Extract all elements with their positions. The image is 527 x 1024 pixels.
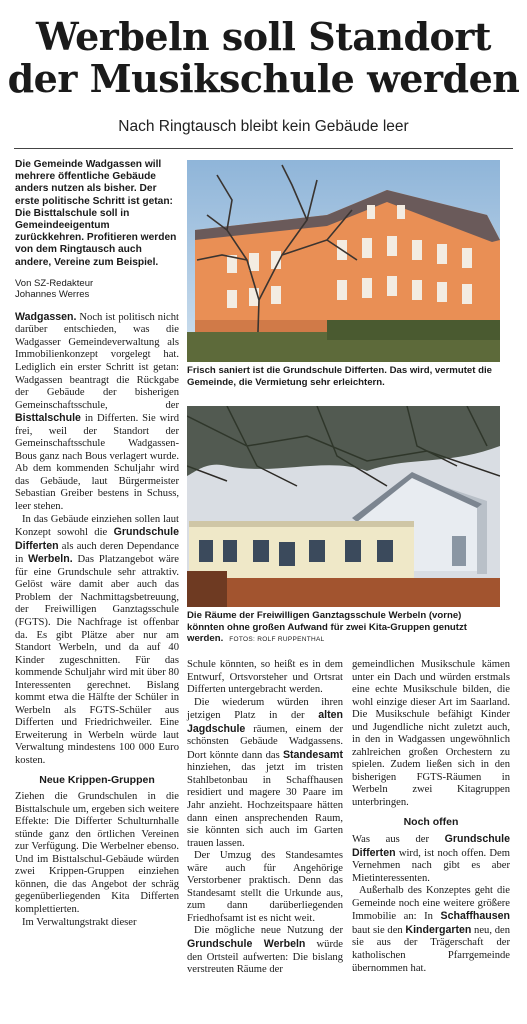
text-run: neu, den sie aus der Trägerschaft der katholischen Pfarrgemeinde übernommen hat.: [352, 924, 511, 974]
section-subhead: Neue Krippen-Gruppen: [39, 773, 155, 786]
paragraph: Schule könnten, so heißt es in dem Entwurf, Ortsvorsteher und Ortsrat Differten untergebracht werden.: [187, 659, 343, 696]
text-run: wird, ist noch offen. Dem Vernehmen nach gibt es aber Mietinteressenten.: [352, 847, 510, 884]
photo-1-caption: Frisch saniert ist die Grundschule Differten. Das wird, vermutet die Gemeinde, die Vermietung sehr erleichtern.: [187, 365, 492, 388]
photo-ganztagsschule-werbeln: [187, 406, 500, 607]
text-run-bold: Bisttalschule: [15, 412, 81, 425]
text-run: räumen, einem der schönsten Gebäude Wadgassens. Dort könnte dann das: [187, 723, 343, 761]
text-run: baut sie den: [352, 924, 406, 936]
photo-credit: FOTOS: ROLF RUPPENTHAL: [229, 636, 325, 644]
text-run: würde den Ortsteil aufwerten: Die bislang verstreuten Räume der: [187, 939, 343, 976]
text-run: In das Gebäude einziehen sollen laut Konzept sowohl die: [15, 513, 179, 539]
text-run-bold: Schaffhausen: [440, 910, 510, 923]
byline-line-1: Von SZ-Redakteur: [15, 277, 94, 289]
text-run-bold: Grundschule Werbeln: [187, 938, 306, 951]
text-run: in Differten. Sie wird frei, weil der Standort der Gemeinschaftsschule Wadgassen-Bous ganz nach Bous verlagert wurde. Ab dem kommenden Schuljahr wird das Gebäude, laut Bürgermeister Sebastian Greiber bestens in Schuss, leer stehen.: [15, 413, 179, 513]
text-run-bold: Grundschule Differten: [15, 526, 179, 552]
text-run: als auch deren Dependance in: [15, 540, 179, 566]
byline: [15, 278, 179, 301]
school-pavilion-illustration: [187, 406, 500, 607]
text-run: Die wiederum würden ihren jetzigen Platz in der: [187, 696, 343, 722]
paragraph: gemeindlichen Musikschule kämen unter ein Dach und würden erstmals eine echte Musikschule bilden, die wohl einzige dieser Art im Saarland. Die Musikschule befähigt Kinder und Jugendliche nicht zuletzt auch, in den in Wadgassen ungewöhnlich zahlreichen großen Orchestern zu spielen. Zudem ließen sich in den bisherigen FGTS-Räumen in Werbeln zwei Kitagruppen unterbringen.: [352, 659, 510, 809]
paragraph: [187, 697, 343, 851]
text-run-bold: Kindergarten: [405, 923, 472, 936]
text-run-bold: Werbeln.: [28, 553, 73, 566]
column-3: [352, 659, 510, 975]
paragraph: Ziehen die Grundschulen in die Bisttalschule um, ergeben sich weitere Effekte: Die Differter Schulturnhalle stünde ganz den örtlichen Vereinen zur Verfügung. Die Werbelner ebenso. Und im Bisttalschul-Gebäude würden zwei Krippen-Gruppen einziehen können, die das Angebot der schräg gegenüberliegenden Kita Differten komplettierten.: [15, 791, 179, 915]
text-run: Noch ist politisch nicht darüber entschieden, was die Wadgasser Gemeindeverwaltung als Immobilienkonzept vorgelegt hat. Lediglich ein erster Schritt ist getan: Wadgassen beantragt die Rückgabe der Gebäude der bisherigen Gemeinschaftsschule, der: [15, 311, 179, 411]
paragraph: [187, 925, 343, 976]
section-subhead: Noch offen: [403, 815, 459, 828]
school-building-illustration: [187, 160, 500, 362]
photo-2-caption: [187, 610, 500, 646]
headline: [0, 16, 527, 100]
text-run: Außerhalb des Konzeptes geht die Gemeinde noch eine weitere größere Immobilie an: In: [352, 885, 510, 923]
paragraph: [352, 885, 510, 975]
article-lead: Die Gemeinde Wadgassen will mehrere öffentliche Gebäude anders nutzen als bisher. Der erste politische Schritt ist getan: Die Bisttalschule soll in Gemeindeeigentum zurückkehren. Profitieren werden von dem Ringtausch auch andere, Vereine zum Beispiel.: [15, 159, 177, 268]
text-run: Was aus der: [352, 834, 445, 846]
text-run-bold: alten Jagdschule: [187, 709, 343, 735]
text-run: Die mögliche neue Nutzung der: [194, 925, 343, 937]
headline-line-2: der Musikschule werden: [7, 56, 520, 101]
paragraph: [15, 514, 179, 768]
text-run-bold: Standesamt: [282, 748, 343, 761]
headline-line-1: Werbeln soll Standort: [36, 14, 491, 59]
caption-text: Die Räume der Freiwilligen Ganztagsschule Werbeln (vorne) könnten ohne großen Aufwand für zwei Kita-Gruppen genutzt werden.: [187, 610, 467, 645]
photo-grundschule-differten: [187, 160, 500, 362]
byline-line-2: Johannes Werres: [15, 289, 90, 301]
paragraph: Im Verwaltungstrakt dieser: [22, 916, 137, 928]
text-run: Das Platzangebot wäre für eine Grundschule sehr attraktiv. Gelöst wäre damit aber auch das Problem der Nachmittagsbetreuung, der Freiwilligen Ganztagsschule (FGTS). Die Nachfrage ist offenbar da. Es gibt Plätze aber nur am Standort Werbeln, und da auf 40 Kinder zugeschnitten. Für das kommende Schuljahr wird mit über 80 Interessenten gerechnet. Bislang kommt etwa die Hälfte der Schüler in Werbeln als FGTS-Schüler aus Differten und Friedrichweiler. Eine Erweiterung in Werbeln würde laut Verwaltung mindestens 100 000 Euro kosten.: [15, 554, 179, 766]
paragraph: [352, 833, 510, 885]
top-rule: [14, 148, 513, 149]
text-run-bold: Grundschule Differten: [352, 833, 510, 859]
paragraph: [15, 311, 179, 514]
subheadline: Nach Ringtausch bleibt kein Gebäude leer: [118, 118, 409, 135]
text-run: hinziehen, das jetzt im tristen Stahlbetonbau in Schaffhausen residiert und magere 30 Paare im Jahr anzieht. Hochzeitspaare hätten dann einen ansprechenden Raum, sie könnten sich auch im Garten trauen lassen.: [187, 762, 343, 849]
dateline: Wadgassen.: [15, 310, 77, 323]
column-2: [187, 659, 343, 977]
column-1: [15, 159, 179, 929]
paragraph: Der Umzug des Standesamtes wäre auch für Angehörige Verstorbener praktisch. Denn das Standesamt stellt die Urkunde aus, zum dann darüberliegenden Friedhofsamt ist es nicht weit.: [187, 850, 343, 924]
